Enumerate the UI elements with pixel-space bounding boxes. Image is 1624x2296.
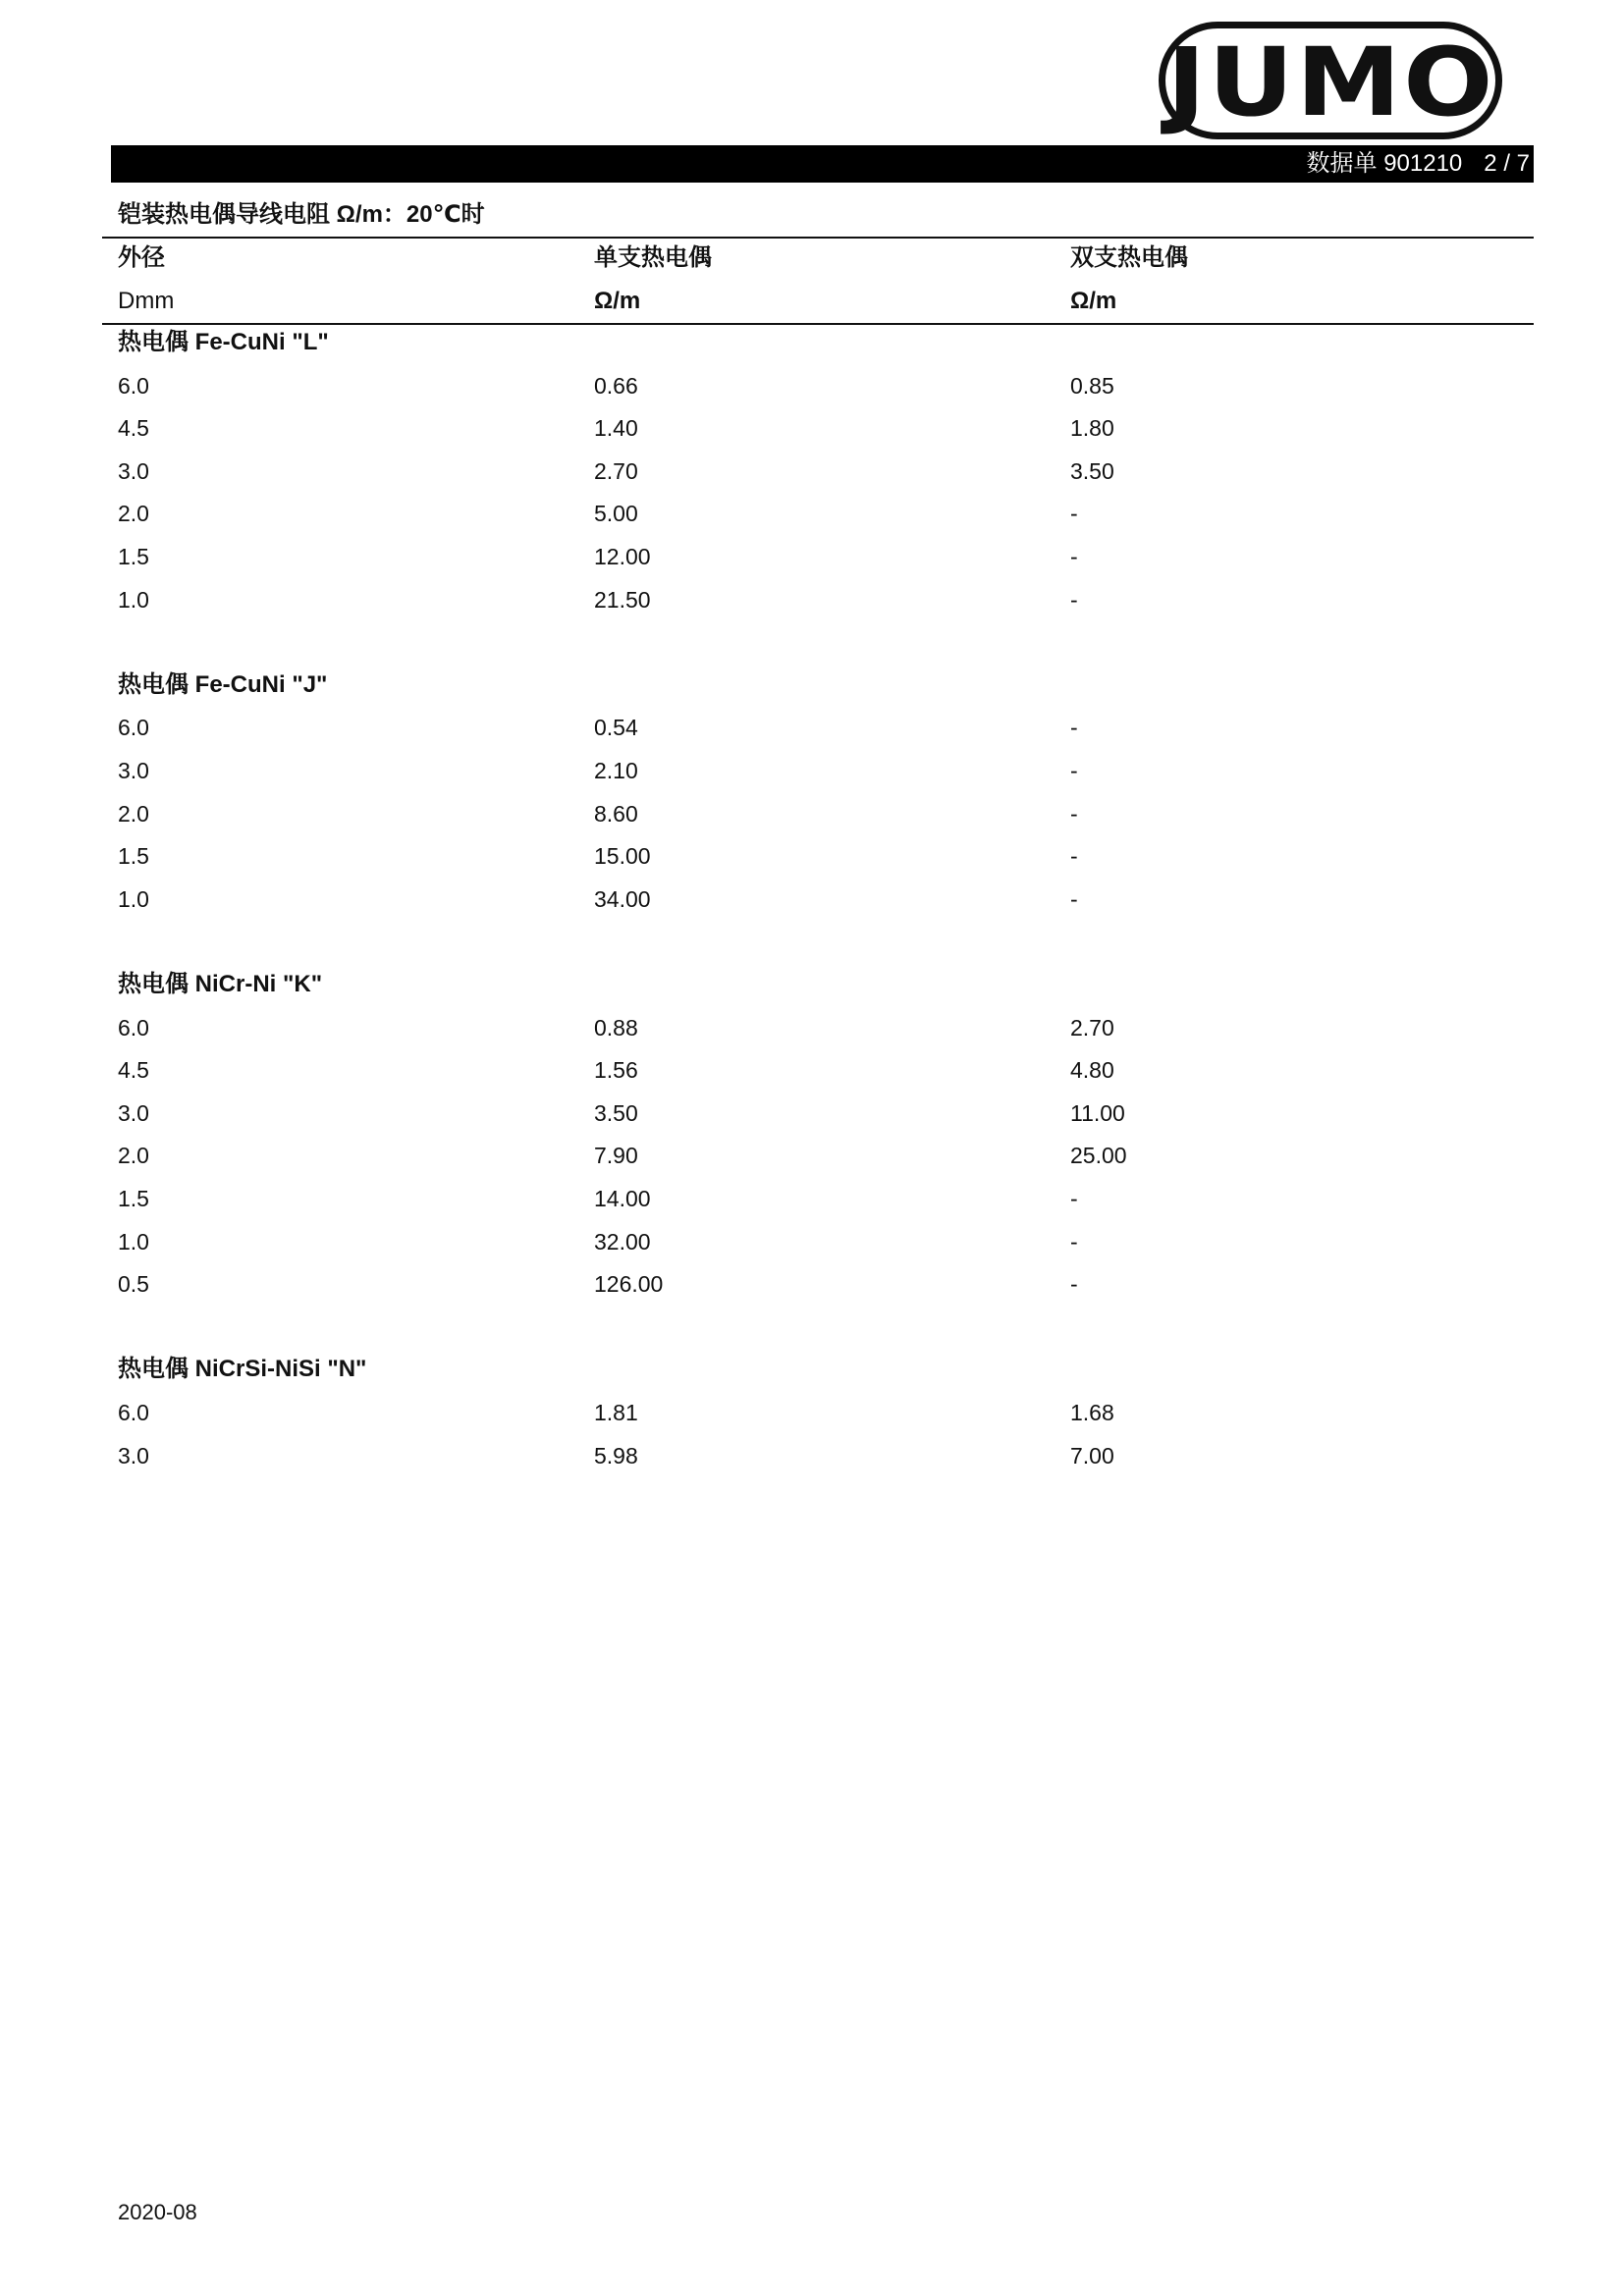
cell-double-resistance: -	[1070, 544, 1078, 569]
cell-double-resistance: -	[1070, 885, 1078, 912]
cell-single-resistance: 0.54	[594, 715, 638, 741]
cell-outer-diameter: 6.0	[118, 715, 149, 741]
cell-outer-diameter: 6.0	[118, 1014, 149, 1041]
footer-date: 2020-08	[118, 2200, 197, 2224]
col-header-single: 单支热电偶	[594, 244, 712, 271]
col-header-double: 双支热电偶	[1070, 244, 1188, 271]
cell-double-resistance: 3.50	[1070, 457, 1114, 484]
cell-single-resistance: 5.98	[594, 1442, 638, 1468]
table-row	[0, 1227, 1624, 1270]
col-unit-dmm: Dmm	[118, 288, 175, 314]
cell-single-resistance: 1.81	[594, 1400, 638, 1425]
table-top-rule	[102, 237, 1534, 239]
logo-text: JUMO	[1165, 27, 1495, 137]
table-row	[0, 1098, 1624, 1142]
cell-double-resistance: 1.80	[1070, 415, 1114, 442]
cell-single-resistance: 2.70	[594, 457, 638, 484]
table-row	[0, 884, 1624, 928]
cell-outer-diameter: 6.0	[118, 1400, 149, 1425]
table-row	[0, 499, 1624, 542]
cell-single-resistance: 7.90	[594, 1143, 638, 1169]
cell-single-resistance: 2.10	[594, 758, 638, 783]
table-title: 铠装热电偶导线电阻 Ω/m：20℃时	[118, 201, 485, 228]
cell-double-resistance: 0.85	[1070, 372, 1114, 399]
table-row	[0, 1441, 1624, 1484]
cell-double-resistance: 7.00	[1070, 1442, 1114, 1468]
cell-outer-diameter: 0.5	[118, 1271, 149, 1298]
cell-outer-diameter: 4.5	[118, 415, 149, 442]
cell-single-resistance: 1.40	[594, 415, 638, 442]
cell-single-resistance: 126.00	[594, 1271, 664, 1298]
cell-double-resistance: -	[1070, 1186, 1078, 1211]
table-row	[0, 1055, 1624, 1098]
table-row	[0, 585, 1624, 628]
section-title: 热电偶 NiCrSi-NiSi "N"	[118, 1356, 367, 1383]
table-row	[0, 1269, 1624, 1312]
cell-outer-diameter: 1.0	[118, 1228, 149, 1255]
section-title: 热电偶 Fe-CuNi "J"	[118, 670, 328, 698]
cell-double-resistance: 11.00	[1070, 1099, 1125, 1126]
table-row	[0, 1141, 1624, 1184]
table-row	[0, 1013, 1624, 1056]
cell-double-resistance: -	[1070, 586, 1078, 613]
cell-single-resistance: 14.00	[594, 1186, 651, 1211]
cell-outer-diameter: 3.0	[118, 1442, 149, 1468]
header-info	[1307, 149, 1530, 179]
table-row	[0, 371, 1624, 414]
cell-double-resistance: 25.00	[1070, 1143, 1127, 1169]
cell-single-resistance: 1.56	[594, 1057, 638, 1084]
jumo-logo	[1159, 22, 1502, 139]
cell-double-resistance: -	[1070, 501, 1078, 527]
cell-outer-diameter: 3.0	[118, 758, 149, 783]
cell-outer-diameter: 4.5	[118, 1057, 149, 1084]
page-number: 2 / 7	[1484, 150, 1530, 177]
cell-outer-diameter: 2.0	[118, 800, 149, 827]
cell-outer-diameter: 2.0	[118, 501, 149, 527]
cell-double-resistance: 1.68	[1070, 1400, 1114, 1425]
cell-single-resistance: 32.00	[594, 1228, 651, 1255]
cell-single-resistance: 0.88	[594, 1014, 638, 1041]
cell-single-resistance: 5.00	[594, 501, 638, 527]
col-unit-double: Ω/m	[1070, 288, 1117, 314]
cell-single-resistance: 3.50	[594, 1099, 638, 1126]
col-unit-single: Ω/m	[594, 288, 641, 314]
section-title: 热电偶 Fe-CuNi "L"	[118, 329, 329, 355]
cell-outer-diameter: 3.0	[118, 1099, 149, 1126]
cell-outer-diameter: 1.5	[118, 544, 149, 569]
cell-double-resistance: -	[1070, 800, 1078, 827]
table-row	[0, 713, 1624, 756]
cell-outer-diameter: 6.0	[118, 372, 149, 399]
table-row	[0, 456, 1624, 500]
cell-single-resistance: 12.00	[594, 544, 651, 569]
cell-single-resistance: 21.50	[594, 586, 651, 613]
cell-single-resistance: 0.66	[594, 372, 638, 399]
cell-outer-diameter: 1.5	[118, 843, 149, 870]
datasheet-number: 数据单 901210	[1306, 150, 1463, 177]
cell-double-resistance: -	[1070, 843, 1078, 870]
table-row	[0, 413, 1624, 456]
table-row	[0, 1184, 1624, 1227]
cell-outer-diameter: 3.0	[118, 457, 149, 484]
cell-double-resistance: -	[1070, 1271, 1078, 1298]
table-header-rule	[102, 323, 1534, 325]
table-row	[0, 799, 1624, 842]
section-title: 热电偶 NiCr-Ni "K"	[118, 971, 323, 997]
cell-double-resistance: 2.70	[1070, 1014, 1114, 1041]
table-row	[0, 542, 1624, 585]
cell-single-resistance: 8.60	[594, 800, 638, 827]
table-row	[0, 1398, 1624, 1441]
cell-double-resistance: -	[1070, 758, 1078, 783]
cell-double-resistance: 4.80	[1070, 1057, 1114, 1084]
cell-double-resistance: -	[1070, 1228, 1078, 1255]
cell-single-resistance: 15.00	[594, 843, 651, 870]
cell-outer-diameter: 1.0	[118, 586, 149, 613]
header-bar	[111, 145, 1534, 183]
cell-double-resistance: -	[1070, 715, 1078, 741]
table-row	[0, 756, 1624, 799]
cell-outer-diameter: 2.0	[118, 1143, 149, 1169]
cell-outer-diameter: 1.5	[118, 1186, 149, 1211]
cell-single-resistance: 34.00	[594, 885, 651, 912]
table-row	[0, 841, 1624, 884]
col-header-outer-diameter: 外径	[118, 244, 165, 271]
cell-outer-diameter: 1.0	[118, 885, 149, 912]
